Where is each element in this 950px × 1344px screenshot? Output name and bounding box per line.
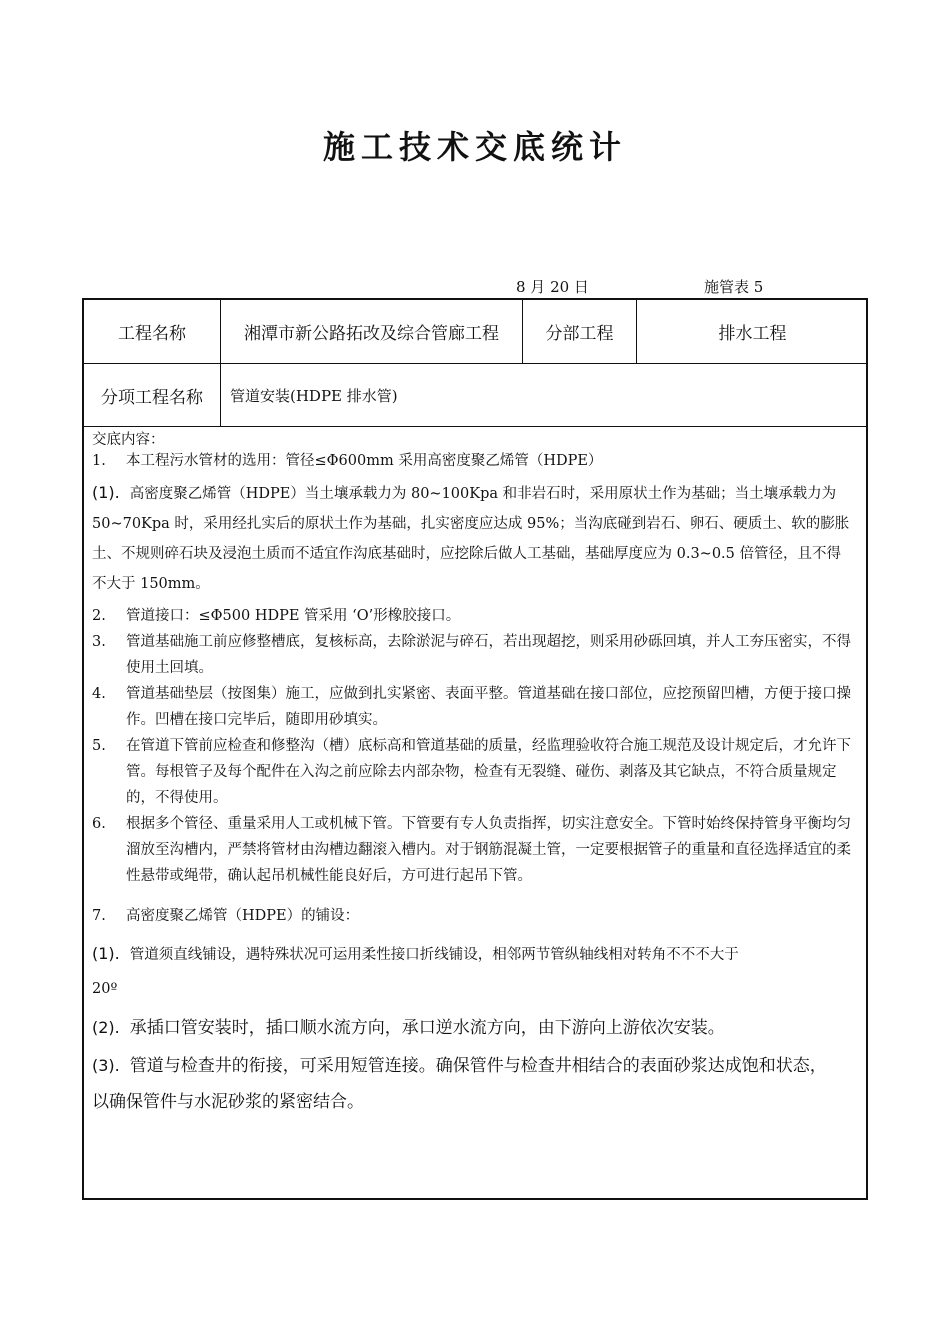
document-date: 8 月 20 日 xyxy=(516,278,589,296)
list-item xyxy=(92,603,852,629)
project-name-value: 湘潭市新公路拓改及综合管廊工程 xyxy=(221,300,523,363)
list-item xyxy=(92,733,852,811)
sub-item-value: 管道安装(HDPE 排水管) xyxy=(230,386,398,405)
item-number: 4. xyxy=(92,686,106,702)
content-label: 交底内容： xyxy=(92,432,165,448)
sub-item-number: (1). xyxy=(92,483,120,502)
item-text: 管道接口：≤Φ500 HDPE 管采用 ‘O’形橡胶接口。 xyxy=(126,608,461,624)
sub-item-label: 分项工程名称 xyxy=(84,364,221,426)
table-row-project xyxy=(84,300,866,364)
list-item xyxy=(92,811,852,889)
sub-item xyxy=(92,937,852,972)
sub-item-text: 高密度聚乙烯管（HDPE）当土壤承载力为 80~100Kpa 和非岩石时，采用原状土作为基础；当土壤承载力为 50~70Kpa 时，采用经扎实后的原状土作为基础，扎实密度应达成 95%；当沟底碰到岩石、卵石、硬质土、软的膨胀土、不规则碎石块及浸泡土质而不适宜作沟底基础时，应挖除后做人工基础，基础厚度应为 0.3~0.5 倍管径，且不得不大于 150mm。 xyxy=(92,486,850,592)
sub-item-number: (3). xyxy=(92,1056,120,1075)
item-number: 6. xyxy=(92,816,106,832)
sub-item-text: 管道须直线铺设，遇特殊状况可运用柔性接口折线铺设，相邻两节管纵轴线相对转角不不不大于 xyxy=(129,947,739,963)
item-number: 1. xyxy=(92,453,106,469)
item-text: 在管道下管前应检查和修整沟（槽）底标高和管道基础的质量，经监理验收符合施工规范及设计规定后，才允许下管。每根管子及每个配件在入沟之前应除去内部杂物，检查有无裂缝、碰伤、剥落及其它缺点，不符合质量规定的，不得使用。 xyxy=(126,738,851,806)
sub-item-text: 承插口管安装时，插口顺水流方向，承口逆水流方向，由下游向上游依次安装。 xyxy=(129,1018,725,1038)
item-text: 根据多个管径、重量采用人工或机械下管。下管要有专人负责指挥，切实注意安全。下管时始终保持管身平衡均匀溜放至沟槽内，严禁将管材由沟槽边翻滚入槽内。对于钢筋混凝土管，一定要根据管子的重量和直径选择适宜的柔性悬带或绳带，确认起吊机械性能良好后，方可进行起吊下管。 xyxy=(126,816,851,884)
form-number: 施管表 5 xyxy=(704,278,764,296)
division-label: 分部工程 xyxy=(523,300,637,363)
sub-item-text: 管道与检查井的衔接，可采用短管连接。确保管件与检查井相结合的表面砂浆达成饱和状态，以确保管件与水泥砂浆的紧密结合。 xyxy=(92,1056,827,1112)
division-value: 排水工程 xyxy=(718,324,787,344)
project-name-label: 工程名称 xyxy=(84,300,221,363)
list-item xyxy=(92,681,852,733)
disclosure-table xyxy=(82,298,868,1200)
item-number: 3. xyxy=(92,634,106,650)
item-text: 管道基础施工前应修整槽底，复核标高，去除淤泥与碎石，若出现超挖，则采用砂砾回填，并人工夯压密实，不得使用土回填。 xyxy=(126,634,851,676)
item-number: 5. xyxy=(92,738,106,754)
document-title: 施工技术交底统计 xyxy=(322,128,627,166)
item-text: 本工程污水管材的选用：管径≤Φ600mm 采用高密度聚乙烯管（HDPE） xyxy=(126,453,603,469)
sub-item-number: (1). xyxy=(92,944,120,963)
sub-item xyxy=(92,478,852,599)
list-item xyxy=(92,450,852,472)
item-text: 管道基础垫层（按图集）施工，应做到扎实紧密、表面平整。管道基础在接口部位，应挖预留凹槽，方便于接口操作。凹槽在接口完毕后，随即用砂填实。 xyxy=(126,686,851,728)
list-item xyxy=(92,903,852,929)
sub-item xyxy=(92,1010,852,1046)
item-text: 高密度聚乙烯管（HDPE）的铺设： xyxy=(126,908,360,924)
sub-item xyxy=(92,1048,852,1120)
list-item xyxy=(92,629,852,681)
item-number: 2. xyxy=(92,608,106,624)
sub-item-tail: 20º xyxy=(92,981,118,997)
item-number: 7. xyxy=(92,908,106,924)
table-row-sub-item xyxy=(84,364,866,427)
disclosure-content xyxy=(92,430,852,1120)
sub-item-number: (2). xyxy=(92,1018,120,1037)
